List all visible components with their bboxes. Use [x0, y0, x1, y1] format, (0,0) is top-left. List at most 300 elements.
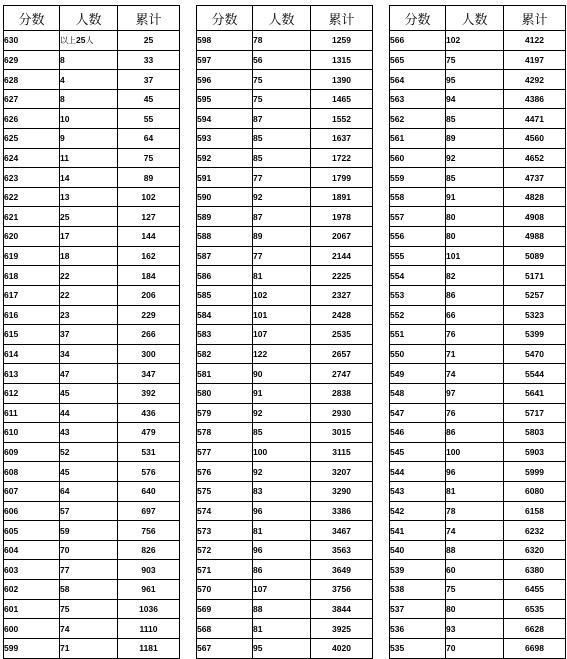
cumulative-cell: 1315: [311, 50, 373, 70]
cumulative-cell: 64: [118, 129, 180, 149]
table-row: [197, 168, 373, 188]
cumulative-cell: 37: [118, 70, 180, 90]
score-cell: 623: [4, 168, 60, 188]
table-row: [4, 364, 180, 384]
count-cell: 80: [446, 227, 504, 247]
score-cell: 574: [197, 501, 253, 521]
cumulative-cell: 1722: [311, 148, 373, 168]
table-row: [197, 638, 373, 658]
count-cell: 83: [253, 482, 311, 502]
table-row: [4, 638, 180, 658]
count-cell: 102: [253, 285, 311, 305]
score-cell: 584: [197, 305, 253, 325]
cumulative-cell: 5903: [504, 442, 566, 462]
count-cell: 88: [446, 540, 504, 560]
table-row: [197, 50, 373, 70]
cumulative-cell: 89: [118, 168, 180, 188]
cumulative-cell: 531: [118, 442, 180, 462]
score-table-panel-2: [196, 5, 373, 659]
cumulative-cell: 5323: [504, 305, 566, 325]
score-cell: 559: [390, 168, 446, 188]
table-row: [390, 560, 566, 580]
count-cell: 71: [446, 344, 504, 364]
table-row: [4, 462, 180, 482]
cumulative-cell: 25: [118, 31, 180, 51]
table-row: [4, 148, 180, 168]
score-cell: 602: [4, 580, 60, 600]
score-cell: 605: [4, 521, 60, 541]
count-cell: 100: [253, 442, 311, 462]
score-cell: 552: [390, 305, 446, 325]
score-cell: 550: [390, 344, 446, 364]
cumulative-cell: 6628: [504, 619, 566, 639]
count-cell: 44: [60, 403, 118, 423]
cumulative-cell: 2657: [311, 344, 373, 364]
cumulative-cell: 2144: [311, 246, 373, 266]
cumulative-cell: 4652: [504, 148, 566, 168]
table-row: [390, 207, 566, 227]
table-row: [390, 501, 566, 521]
score-cell: 554: [390, 266, 446, 286]
count-cell: 45: [60, 462, 118, 482]
table-row: [197, 619, 373, 639]
count-cell: 101: [253, 305, 311, 325]
table-row: [197, 501, 373, 521]
count-cell: 75: [60, 599, 118, 619]
count-cell: 91: [253, 383, 311, 403]
table-row: [197, 482, 373, 502]
count-cell: 75: [253, 70, 311, 90]
score-cell: 571: [197, 560, 253, 580]
count-cell: 14: [60, 168, 118, 188]
header-cumulative: 累计: [311, 6, 373, 31]
count-cell: 107: [253, 580, 311, 600]
table-row: [4, 31, 180, 51]
score-cell: 553: [390, 285, 446, 305]
table-row: [390, 187, 566, 207]
count-cell: 77: [60, 560, 118, 580]
count-cell: 60: [446, 560, 504, 580]
cumulative-cell: 5999: [504, 462, 566, 482]
count-cell: 78: [253, 31, 311, 51]
table-row: [4, 619, 180, 639]
cumulative-cell: 3844: [311, 599, 373, 619]
table-row: [4, 540, 180, 560]
score-cell: 619: [4, 246, 60, 266]
count-cell: 80: [446, 207, 504, 227]
score-cell: 547: [390, 403, 446, 423]
count-cell: 80: [446, 599, 504, 619]
table-row: [197, 31, 373, 51]
table-row: [390, 246, 566, 266]
count-cell: 90: [253, 364, 311, 384]
cumulative-cell: 5641: [504, 383, 566, 403]
table-row: [390, 619, 566, 639]
table-row: [390, 285, 566, 305]
cumulative-cell: 2747: [311, 364, 373, 384]
score-cell: 560: [390, 148, 446, 168]
table-row: [197, 403, 373, 423]
score-cell: 556: [390, 227, 446, 247]
table-row: [390, 482, 566, 502]
table-row: [4, 207, 180, 227]
count-cell: 100: [446, 442, 504, 462]
header-cumulative: 累计: [118, 6, 180, 31]
cumulative-cell: 479: [118, 423, 180, 443]
cumulative-cell: 576: [118, 462, 180, 482]
score-cell: 544: [390, 462, 446, 482]
score-cell: 588: [197, 227, 253, 247]
cumulative-cell: 1036: [118, 599, 180, 619]
table-row: [4, 383, 180, 403]
cumulative-cell: 102: [118, 187, 180, 207]
cumulative-cell: 3467: [311, 521, 373, 541]
cumulative-cell: 5544: [504, 364, 566, 384]
count-cell: 64: [60, 482, 118, 502]
score-cell: 576: [197, 462, 253, 482]
count-cell: 74: [446, 521, 504, 541]
score-cell: 557: [390, 207, 446, 227]
cumulative-cell: 4020: [311, 638, 373, 658]
cumulative-cell: 436: [118, 403, 180, 423]
score-cell: 618: [4, 266, 60, 286]
cumulative-cell: 75: [118, 148, 180, 168]
cumulative-cell: 2535: [311, 325, 373, 345]
header-score: 分数: [197, 6, 253, 31]
score-cell: 573: [197, 521, 253, 541]
cumulative-cell: 33: [118, 50, 180, 70]
cumulative-cell: 2930: [311, 403, 373, 423]
count-cell: 88: [253, 599, 311, 619]
cumulative-cell: 184: [118, 266, 180, 286]
score-table: [196, 5, 373, 659]
cumulative-cell: 1110: [118, 619, 180, 639]
count-cell: 75: [446, 580, 504, 600]
count-cell: 92: [253, 403, 311, 423]
count-cell: 81: [253, 619, 311, 639]
table-row: [390, 599, 566, 619]
table-row: [390, 168, 566, 188]
table-row: [4, 305, 180, 325]
count-cell: 81: [253, 266, 311, 286]
cumulative-cell: 300: [118, 344, 180, 364]
score-cell: 551: [390, 325, 446, 345]
score-cell: 546: [390, 423, 446, 443]
table-row: [197, 521, 373, 541]
count-cell: 43: [60, 423, 118, 443]
score-cell: 595: [197, 89, 253, 109]
cumulative-cell: 5089: [504, 246, 566, 266]
cumulative-cell: 3386: [311, 501, 373, 521]
count-cell: 57: [60, 501, 118, 521]
count-cell: 102: [446, 31, 504, 51]
score-cell: 617: [4, 285, 60, 305]
cumulative-cell: 347: [118, 364, 180, 384]
cumulative-cell: 756: [118, 521, 180, 541]
score-cell: 582: [197, 344, 253, 364]
count-cell: 70: [446, 638, 504, 658]
score-cell: 599: [4, 638, 60, 658]
count-cell: 91: [446, 187, 504, 207]
cumulative-cell: 4386: [504, 89, 566, 109]
header-count: 人数: [60, 6, 118, 31]
cumulative-cell: 1390: [311, 70, 373, 90]
score-cell: 603: [4, 560, 60, 580]
header-count: 人数: [253, 6, 311, 31]
count-cell: 85: [253, 148, 311, 168]
cumulative-cell: 2225: [311, 266, 373, 286]
cumulative-cell: 2067: [311, 227, 373, 247]
score-cell: 625: [4, 129, 60, 149]
cumulative-cell: 4828: [504, 187, 566, 207]
table-row: [197, 109, 373, 129]
score-cell: 612: [4, 383, 60, 403]
cumulative-cell: 1259: [311, 31, 373, 51]
table-row: [390, 403, 566, 423]
score-cell: 606: [4, 501, 60, 521]
table-row: [390, 89, 566, 109]
count-cell: 8: [60, 50, 118, 70]
score-cell: 607: [4, 482, 60, 502]
count-cell: 74: [446, 364, 504, 384]
count-cell: 13: [60, 187, 118, 207]
score-cell: 538: [390, 580, 446, 600]
score-cell: 535: [390, 638, 446, 658]
count-cell: 45: [60, 383, 118, 403]
count-cell: 34: [60, 344, 118, 364]
count-cell: 71: [60, 638, 118, 658]
score-cell: 583: [197, 325, 253, 345]
cumulative-cell: 4471: [504, 109, 566, 129]
score-cell: 558: [390, 187, 446, 207]
table-row: [390, 227, 566, 247]
count-cell: 86: [446, 423, 504, 443]
table-row: [197, 305, 373, 325]
cumulative-cell: 6158: [504, 501, 566, 521]
header-score: 分数: [4, 6, 60, 31]
score-cell: 615: [4, 325, 60, 345]
cumulative-cell: 5257: [504, 285, 566, 305]
cumulative-cell: 2838: [311, 383, 373, 403]
table-row: [390, 148, 566, 168]
score-cell: 597: [197, 50, 253, 70]
score-cell: 585: [197, 285, 253, 305]
table-row: [197, 540, 373, 560]
count-cell: 23: [60, 305, 118, 325]
table-row: [4, 187, 180, 207]
table-row: [197, 442, 373, 462]
score-cell: 586: [197, 266, 253, 286]
score-cell: 581: [197, 364, 253, 384]
cumulative-cell: 6535: [504, 599, 566, 619]
table-row: [197, 325, 373, 345]
score-cell: 548: [390, 383, 446, 403]
cumulative-cell: 5399: [504, 325, 566, 345]
cumulative-cell: 6080: [504, 482, 566, 502]
table-row: [390, 109, 566, 129]
score-cell: 562: [390, 109, 446, 129]
table-row: [390, 383, 566, 403]
score-cell: 579: [197, 403, 253, 423]
count-cell: 70: [60, 540, 118, 560]
cumulative-cell: 2327: [311, 285, 373, 305]
score-cell: 563: [390, 89, 446, 109]
score-cell: 622: [4, 187, 60, 207]
score-table: [3, 5, 180, 659]
score-cell: 629: [4, 50, 60, 70]
cumulative-cell: 229: [118, 305, 180, 325]
table-row: [197, 580, 373, 600]
count-cell: 76: [446, 325, 504, 345]
cumulative-cell: 1465: [311, 89, 373, 109]
table-row: [4, 403, 180, 423]
table-row: [197, 148, 373, 168]
score-cell: 620: [4, 227, 60, 247]
score-cell: 580: [197, 383, 253, 403]
cumulative-cell: 903: [118, 560, 180, 580]
cumulative-cell: 127: [118, 207, 180, 227]
score-cell: 613: [4, 364, 60, 384]
count-cell: 87: [253, 109, 311, 129]
header-row: [4, 6, 180, 31]
table-row: [197, 462, 373, 482]
table-row: [390, 364, 566, 384]
count-cell: 18: [60, 246, 118, 266]
count-cell: 92: [253, 462, 311, 482]
score-cell: 540: [390, 540, 446, 560]
score-cell: 630: [4, 31, 60, 51]
count-cell: 66: [446, 305, 504, 325]
header-row: [197, 6, 373, 31]
table-row: [390, 423, 566, 443]
table-row: [390, 50, 566, 70]
cumulative-cell: 3207: [311, 462, 373, 482]
count-cell: 77: [253, 246, 311, 266]
score-cell: 542: [390, 501, 446, 521]
count-cell: 11: [60, 148, 118, 168]
table-row: [4, 227, 180, 247]
score-cell: 543: [390, 482, 446, 502]
table-row: [197, 70, 373, 90]
score-cell: 614: [4, 344, 60, 364]
count-cell: 85: [253, 129, 311, 149]
table-row: [4, 50, 180, 70]
cumulative-cell: 144: [118, 227, 180, 247]
header-cumulative: 累计: [504, 6, 566, 31]
table-row: [197, 364, 373, 384]
cumulative-cell: 1799: [311, 168, 373, 188]
table-row: [4, 109, 180, 129]
count-cell: 9: [60, 129, 118, 149]
cumulative-cell: 45: [118, 89, 180, 109]
table-row: [197, 423, 373, 443]
count-cell: 22: [60, 285, 118, 305]
count-cell: 95: [253, 638, 311, 658]
count-cell: 82: [446, 266, 504, 286]
header-score: 分数: [390, 6, 446, 31]
score-cell: 566: [390, 31, 446, 51]
count-cell: 85: [446, 168, 504, 188]
table-row: [4, 482, 180, 502]
cumulative-cell: 6380: [504, 560, 566, 580]
cumulative-cell: 3015: [311, 423, 373, 443]
table-row: [390, 266, 566, 286]
score-cell: 616: [4, 305, 60, 325]
table-row: [390, 442, 566, 462]
table-row: [390, 521, 566, 541]
table-row: [390, 638, 566, 658]
count-cell: 86: [253, 560, 311, 580]
cumulative-cell: 2428: [311, 305, 373, 325]
score-cell: 569: [197, 599, 253, 619]
score-cell: 536: [390, 619, 446, 639]
count-cell: 8: [60, 89, 118, 109]
count-cell: 81: [446, 482, 504, 502]
table-row: [4, 168, 180, 188]
table-row: [390, 462, 566, 482]
count-cell: 89: [446, 129, 504, 149]
count-cell: 85: [253, 423, 311, 443]
table-row: [4, 89, 180, 109]
count-cell: 56: [253, 50, 311, 70]
score-cell: 596: [197, 70, 253, 90]
count-cell: 81: [253, 521, 311, 541]
score-cell: 568: [197, 619, 253, 639]
score-cell: 628: [4, 70, 60, 90]
cumulative-cell: 3649: [311, 560, 373, 580]
score-cell: 577: [197, 442, 253, 462]
table-row: [197, 285, 373, 305]
score-cell: 561: [390, 129, 446, 149]
count-cell: 75: [253, 89, 311, 109]
cumulative-cell: 55: [118, 109, 180, 129]
score-cell: 591: [197, 168, 253, 188]
count-cell: 95: [446, 70, 504, 90]
count-cell: 96: [446, 462, 504, 482]
cumulative-cell: 961: [118, 580, 180, 600]
cumulative-cell: 1552: [311, 109, 373, 129]
score-cell: 593: [197, 129, 253, 149]
score-cell: 601: [4, 599, 60, 619]
cumulative-cell: 826: [118, 540, 180, 560]
cumulative-cell: 3563: [311, 540, 373, 560]
count-cell: 77: [253, 168, 311, 188]
table-row: [390, 305, 566, 325]
cumulative-cell: 1978: [311, 207, 373, 227]
table-row: [4, 325, 180, 345]
cumulative-cell: 4908: [504, 207, 566, 227]
cumulative-cell: 6320: [504, 540, 566, 560]
count-cell: 87: [253, 207, 311, 227]
cumulative-cell: 4737: [504, 168, 566, 188]
table-row: [4, 70, 180, 90]
table-row: [390, 129, 566, 149]
cumulative-cell: 162: [118, 246, 180, 266]
score-cell: 611: [4, 403, 60, 423]
count-cell: 96: [253, 501, 311, 521]
cumulative-cell: 5171: [504, 266, 566, 286]
count-cell: 96: [253, 540, 311, 560]
count-cell: 97: [446, 383, 504, 403]
count-cell: 89: [253, 227, 311, 247]
cumulative-cell: 1181: [118, 638, 180, 658]
score-cell: 587: [197, 246, 253, 266]
count-cell: 76: [446, 403, 504, 423]
table-row: [4, 266, 180, 286]
count-cell: 59: [60, 521, 118, 541]
cumulative-cell: 3925: [311, 619, 373, 639]
cumulative-cell: 3290: [311, 482, 373, 502]
